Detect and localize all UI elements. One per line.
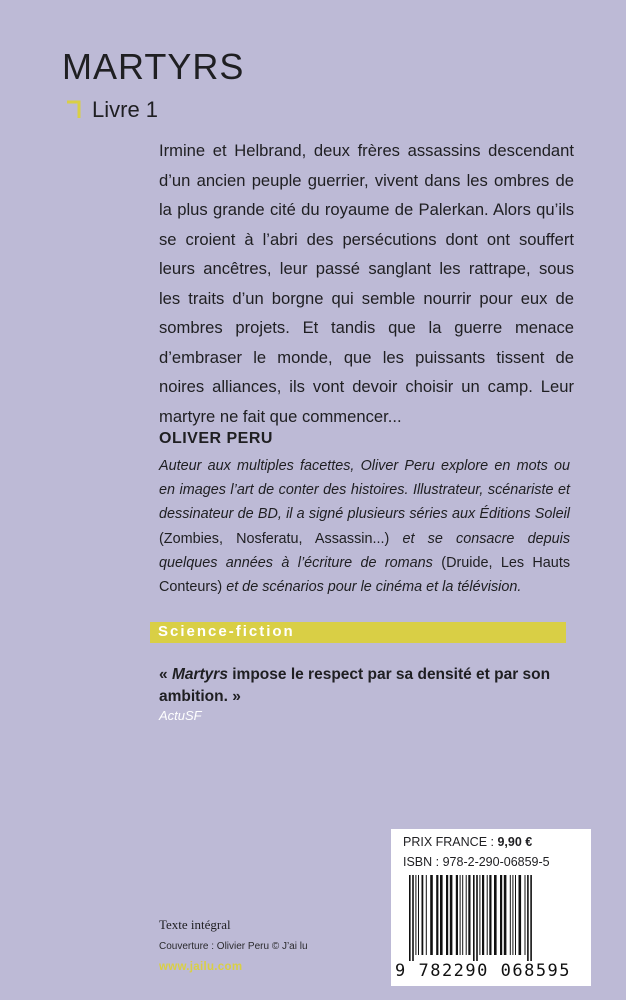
price-label: PRIX FRANCE : [403, 835, 498, 849]
barcode-bar [426, 875, 427, 955]
price-value: 9,90 € [497, 835, 533, 849]
barcode-bar [466, 875, 467, 955]
press-quote [159, 664, 569, 708]
barcode-bar [482, 875, 484, 955]
barcode-bar [450, 875, 453, 955]
author-name: OLIVER PERU [159, 430, 273, 447]
quote-open: « [159, 666, 172, 683]
barcode-bar [440, 875, 443, 955]
author-bio [159, 454, 570, 599]
barcode-bar [430, 875, 433, 955]
quote-text: impose le respect par sa densité et par son ambition. » [159, 666, 551, 705]
barcode-bar [510, 875, 511, 955]
cover-credit: Couverture : Olivier Peru © J’ai lu [159, 941, 308, 952]
price-line [403, 835, 532, 849]
barcode-bar [530, 875, 532, 961]
barcode-bar [479, 875, 480, 955]
barcode-bar [409, 875, 411, 961]
barcode-bar [527, 875, 529, 961]
barcode-bar [476, 875, 478, 961]
barcode-panel [391, 829, 591, 986]
barcode-bar [515, 875, 516, 955]
barcode-bar [468, 875, 470, 955]
author-bio-part-3: et de scénarios pour le cinéma et la télévision. [226, 579, 522, 596]
barcode-bar [446, 875, 448, 955]
quote-title: Martyrs [171, 666, 228, 683]
barcode-bar [456, 875, 458, 955]
publisher-website: www.jailu.com [159, 961, 243, 973]
barcode-bar [422, 875, 424, 955]
book-title: MARTYRS [62, 46, 245, 87]
barcode-bar [512, 875, 513, 955]
barcode-bar [489, 875, 491, 955]
barcode-image [399, 875, 583, 963]
barcode-bar [519, 875, 522, 955]
barcode-bar [436, 875, 438, 955]
isbn-text: ISBN : 978-2-290-06859-5 [403, 855, 550, 869]
author-bio-titles-2: (Druide, Les Hauts Conteurs) [159, 554, 571, 596]
barcode-bar [412, 875, 414, 961]
barcode-bar [473, 875, 475, 961]
barcode-bar [487, 875, 488, 955]
barcode-bar [460, 875, 461, 955]
corner-mark-icon [67, 100, 81, 118]
volume-label [67, 97, 158, 123]
barcode-bar [525, 875, 526, 955]
barcode-bar [418, 875, 419, 955]
author-bio-titles-1: (Zombies, Nosferatu, Assassin...) [159, 530, 390, 547]
author-bio-part-2: et se consacre depuis quelques années à l’écriture de romans [159, 530, 571, 571]
quote-source: ActuSF [159, 708, 202, 723]
genre-label: Science-fiction [158, 623, 295, 640]
barcode-bar [462, 875, 463, 955]
volume-text: Livre 1 [92, 97, 159, 122]
barcode-bar [415, 875, 416, 955]
synopsis-text: Irmine et Helbrand, deux frères assassins descendant d’un ancien peuple guerrier, vivent dans les ombres de la plus grande cité du royaume de Palerkan. Alors qu’ils se croient à l’abri des persécutions dont ont souffert leurs ancêtres, leur passé sanglant les rattrape, sous les traits d’un borgne qui semble nourrir pour eux de sombres projets. Et tandis que la guerre menace d’embraser le monde, que les puissants tissent de noires alliances, ils vont devoir choisir un camp. Leur martyre ne fait que commencer... [159, 141, 574, 426]
barcode-digits: 9 782290 068595 [395, 961, 572, 981]
barcode-bar [504, 875, 507, 955]
genre-banner [150, 622, 566, 643]
barcode-bar [494, 875, 497, 955]
author-bio-part-1: Auteur aux multiples facettes, Oliver Peru explore en mots ou en images l’art de conter des histoires. Illustrateur, scénariste et dessinateur de BD, il a signé plusieurs séries aux Éditions Soleil [159, 458, 570, 523]
barcode-bar [500, 875, 502, 955]
full-text-note: Texte intégral [159, 917, 231, 932]
